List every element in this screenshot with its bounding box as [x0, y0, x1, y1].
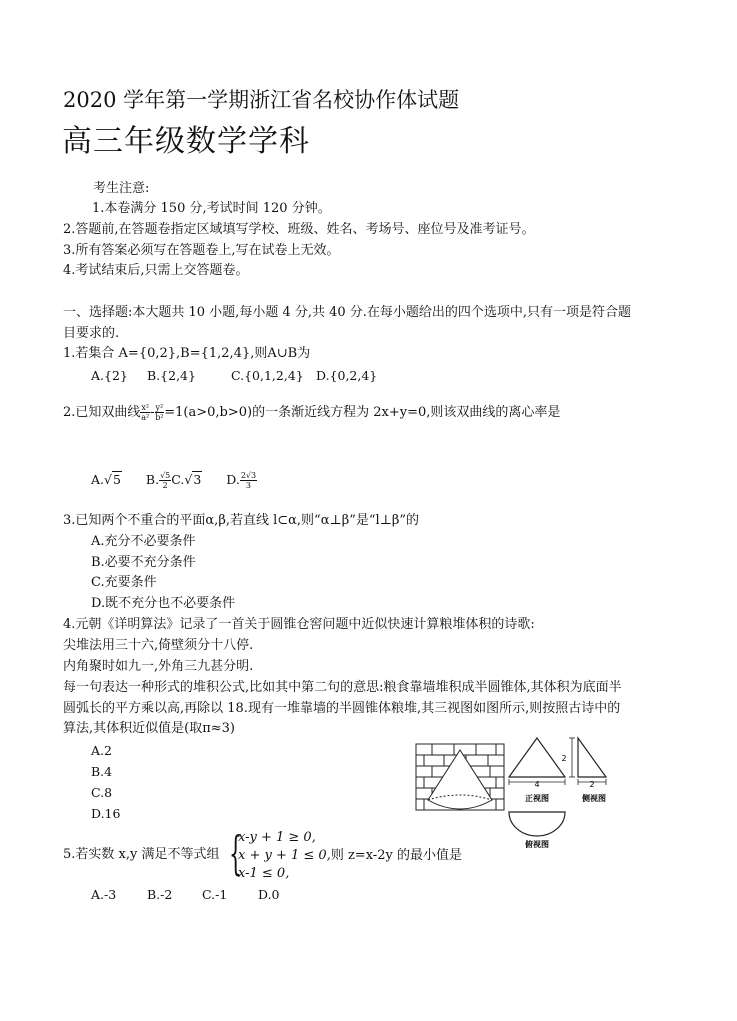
height-label: 2: [561, 754, 567, 763]
section-intro: 一、选择题:本大题共 10 小题,每小题 4 分,共 40 分.在每小题给出的四个选项中,只有一项是符合题: [63, 305, 632, 320]
q2-frac-x: $\frac{\text{x²}}{\text{a²}}$: [141, 403, 150, 422]
front-width-label: 4: [534, 780, 540, 789]
front-view-label: 正视图: [525, 794, 549, 803]
q4-text-line: 圆弧长的平方乘以高,再除以 18.现有一堆靠墙的半圆锥体粮堆,其三视图如图所示,则按照古诗中的: [63, 701, 621, 716]
notice-heading: 考生注意:: [93, 181, 150, 196]
q1-option-d: D.{0,2,4}: [316, 368, 378, 383]
front-view: [509, 738, 565, 785]
q1-option-c: C.{0,1,2,4}: [231, 368, 304, 383]
q5-option-d: D.0: [258, 887, 280, 902]
q2-option-a: A.√5: [91, 472, 121, 487]
q1-option-b: B.{2,4}: [147, 368, 196, 383]
top-view: [509, 812, 565, 836]
q4-text-line: 算法,其体积近似值是(取π≈3): [63, 721, 235, 736]
q2-option-c: C.√3: [171, 472, 202, 487]
q4-option-a: A.2: [91, 743, 112, 758]
q4-poem-line: 尖堆法用三十六,倚壁须分十八停.: [63, 638, 254, 653]
question-2-stem: [63, 401, 560, 425]
q4-option-d: D.16: [91, 806, 121, 821]
q5-option-b: B.-2: [147, 887, 173, 902]
q5-option-c: C.-1: [202, 887, 228, 902]
q5-ineq-3: x-1 ≤ 0,: [238, 866, 290, 881]
q3-option-d: D.既不充分也不必要条件: [91, 596, 236, 611]
q1-option-a: A.{2}: [91, 368, 128, 383]
q3-option-c: C.充要条件: [91, 575, 157, 590]
exam-title: 2020 学年第一学期浙江省名校协作体试题: [63, 88, 460, 112]
notice-item: 3.所有答案必须写在答题卷上,写在试卷上无效。: [63, 243, 340, 258]
question-3-stem: 3.已知两个不重合的平面α,β,若直线 l⊂α,则“α⊥β”是“l⊥β”的: [63, 513, 420, 528]
q2-stem-part: =1(a>0,b>0)的一条渐近线方程为 2x+y=0,则该双曲线的离心率是: [164, 405, 561, 420]
q4-option-c: C.8: [91, 785, 113, 800]
q3-option-b: B.必要不充分条件: [91, 555, 196, 570]
notice-item: 2.答题前,在答题卷指定区域填写学校、班级、姓名、考场号、座位号及准考证号。: [63, 222, 535, 237]
q4-option-b: B.4: [91, 764, 113, 779]
q3-option-a: A.充分不必要条件: [91, 534, 196, 549]
q2-options: [91, 468, 257, 492]
q2-option-d: D. $\frac{2√3}{3}$: [226, 471, 257, 490]
notice-item: 1.本卷满分 150 分,考试时间 120 分钟。: [92, 201, 331, 216]
notice-item: 4.考试结束后,只需上交答题卷。: [63, 263, 249, 278]
q2-frac-y: $\frac{\text{y²}}{\text{b²}}$: [155, 403, 164, 422]
question-4-stem: 4.元朝《详明算法》记录了一首关于圆锥仓窖问题中近似快速计算粮堆体积的诗歌:: [63, 617, 535, 632]
subject-title: 高三年级数学学科: [62, 124, 310, 159]
height-marker: [569, 738, 575, 777]
q5-ineq-1: x-y + 1 ≥ 0,: [238, 830, 316, 845]
q5-ineq-2: x + y + 1 ≤ 0,则 z=x-2y 的最小值是: [238, 848, 462, 863]
question-5-stem-a: 5.若实数 x,y 满足不等式组: [63, 847, 220, 862]
q4-poem-line: 内角聚时如九一,外角三九甚分明.: [63, 659, 254, 674]
side-view: [578, 738, 606, 785]
q5-brace: {: [229, 826, 243, 880]
q4-text-line: 每一句表达一种形式的堆积公式,比如其中第二句的意思:粮食靠墙堆积成半圆锥体,其体积为底面半: [63, 680, 622, 695]
q2-minus: -: [150, 405, 155, 420]
q5-option-a: A.-3: [91, 887, 117, 902]
q2-option-b: B. $\frac{√5}{2}$: [145, 471, 171, 490]
side-view-label: 侧视图: [582, 794, 606, 803]
q2-stem-part: 2.已知双曲线: [63, 405, 141, 420]
q5-inequality-system: [238, 829, 462, 883]
side-width-label: 2: [589, 780, 595, 789]
half-cone-model: [428, 750, 492, 809]
question-1-stem: 1.若集合 A={0,2},B={1,2,4},则A∪B为: [63, 346, 311, 361]
section-intro-cont: 目要求的.: [63, 326, 120, 341]
top-view-label: 俯视图: [525, 840, 549, 849]
